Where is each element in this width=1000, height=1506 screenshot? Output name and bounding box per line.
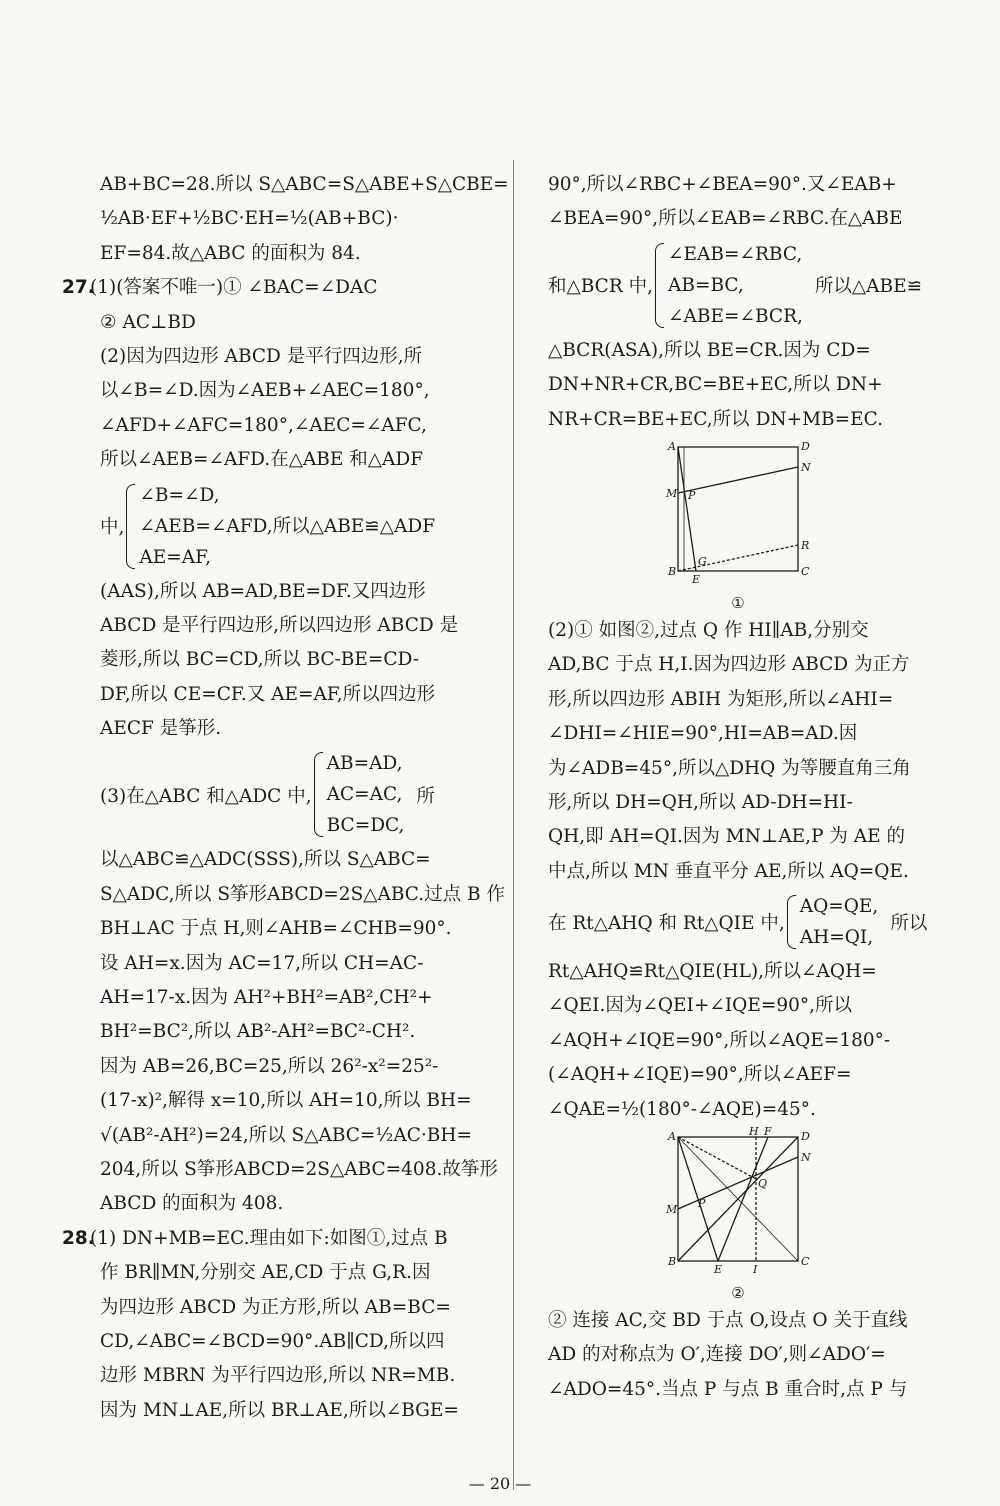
figure-1-diagram <box>648 437 828 587</box>
figure-caption: ① <box>731 593 745 612</box>
brace-row: ∠EAB=∠RBC, <box>668 243 803 265</box>
page-number: — 20 — <box>468 1474 532 1493</box>
label-p: P <box>688 488 696 502</box>
text-line: 设 AH=x.因为 AC=17,所以 CH=AC- <box>100 952 424 974</box>
brace-bracket <box>126 484 135 569</box>
text-line: ② AC⊥BD <box>100 311 196 333</box>
label-p: P <box>698 1197 706 1211</box>
text-line: ABCD 的面积为 408. <box>100 1193 284 1215</box>
figure-1 <box>648 437 828 614</box>
brace-row: ∠ABE=∠BCR, <box>668 305 803 327</box>
label-r: R <box>801 538 810 552</box>
brace-tail: 所以 <box>890 913 928 935</box>
text-line: Rt△AHQ≌Rt△QIE(HL),所以∠AQH= <box>548 961 877 983</box>
text-line: (∠AQH+∠IQE)=90°,所以∠AEF= <box>548 1064 852 1086</box>
brace-row: ∠AEB=∠AFD,所以△ABE≌△ADF <box>139 515 436 537</box>
label-m: M <box>666 1203 678 1217</box>
text-line: QH,即 AH=QI.因为 MN⊥AE,P 为 AE 的 <box>548 826 906 848</box>
text-line: BH⊥AC 于点 H,则∠AHB=∠CHB=90°. <box>100 918 452 940</box>
label-n: N <box>801 460 811 474</box>
label-c: C <box>801 564 810 578</box>
text-line: √(AB²-AH²)=24,所以 S△ABC=½AC·BH= <box>100 1124 472 1146</box>
label-n: N <box>801 1151 811 1165</box>
text-line: AD,BC 于点 H,I.因为四边形 ABCD 为正方 <box>548 654 910 676</box>
brace-row: AQ=QE, <box>799 896 879 918</box>
segment-mn <box>678 1157 798 1209</box>
text-line: NR+CR=BE+EC,所以 DN+MB=EC. <box>548 408 884 430</box>
brace-row: AB=AD, <box>326 753 403 775</box>
segment-ef <box>718 1137 768 1261</box>
square-abcd <box>678 447 798 571</box>
text-line: DN+NR+CR,BC=BE+EC,所以 DN+ <box>548 374 883 396</box>
text-line: (1) DN+MB=EC.理由如下:如图①,过点 B <box>90 1227 448 1249</box>
brace-row: AB=BC, <box>668 274 744 296</box>
text-line: ½AB·EF+½BC·EH=½(AB+BC)· <box>100 208 399 230</box>
text-line: △BCR(ASA),所以 BE=CR.因为 CD= <box>548 339 871 361</box>
figure-caption: ② <box>731 1284 745 1303</box>
text-line: AD 的对称点为 O′,连接 DO′,则∠ADO′= <box>548 1344 886 1366</box>
brace-lead: 中, <box>100 517 125 539</box>
brace-lead: 和△BCR 中, <box>548 276 654 298</box>
text-line: 边形 MBRN 为平行四边形,所以 NR=MB. <box>100 1365 456 1387</box>
brace-row: AH=QI, <box>799 927 874 949</box>
text-line: 90°,所以∠RBC+∠BEA=90°.又∠EAB+ <box>548 174 897 195</box>
text-line: 中点,所以 MN 垂直平分 AE,所以 AQ=QE. <box>548 860 909 882</box>
text-line: CD,∠ABC=∠BCD=90°.AB∥CD,所以四 <box>100 1330 445 1352</box>
label-m: M <box>666 486 678 500</box>
text-line: ∠AQH+∠IQE=90°,所以∠AQE=180°- <box>548 1029 891 1051</box>
text-line: 为∠ADB=45°,所以△DHQ 为等腰直角三角 <box>548 757 911 779</box>
brace-bracket <box>314 752 323 837</box>
question-number: 28. <box>62 1227 95 1249</box>
label-q: Q <box>758 1177 768 1191</box>
q27-line <box>62 271 485 305</box>
brace-lead: 在 Rt△AHQ 和 Rt△QIE 中, <box>548 913 785 935</box>
label-i: I <box>753 1263 758 1277</box>
text-line: DF,所以 CE=CF.又 AE=AF,所以四边形 <box>100 683 436 705</box>
text-line: ∠DHI=∠HIE=90°,HI=AB=AD.因 <box>548 723 858 745</box>
equation-system <box>548 891 928 953</box>
brace-row: ∠B=∠D, <box>139 484 220 506</box>
label-f: F <box>764 1125 772 1139</box>
text-line: (AAS),所以 AB=AD,BE=DF.又四边形 <box>100 580 426 602</box>
left-column <box>62 168 509 1428</box>
text-line: 以△ABC≌△ADC(SSS),所以 S△ABC= <box>100 849 431 871</box>
brace-row: AE=AF, <box>139 546 211 568</box>
brace-bracket <box>655 243 664 328</box>
label-h: H <box>749 1125 759 1139</box>
text-line: EF=84.故△ABC 的面积为 84. <box>100 242 361 264</box>
brace-lead: (3)在△ABC 和△ADC 中, <box>100 785 312 807</box>
text-line: AECF 是筝形. <box>100 718 222 740</box>
figure-2-diagram <box>648 1127 828 1277</box>
equation-system <box>100 748 485 841</box>
text-line: ∠QAE=½(180°-∠AQE)=45°. <box>548 1098 816 1120</box>
text-line: 形,所以 DH=QH,所以 AD-DH=HI- <box>548 791 853 813</box>
text-line: S△ADC,所以 S筝形ABCD=2S△ABC.过点 B 作 <box>100 883 506 905</box>
label-g: G <box>698 554 707 568</box>
segment-ae <box>678 447 696 571</box>
text-line: ∠QEI.因为∠QEI+∠IQE=90°,所以 <box>548 995 852 1017</box>
text-line: ABCD 是平行四边形,所以四边形 ABCD 是 <box>100 614 459 636</box>
label-d: D <box>801 1130 810 1144</box>
label-a: A <box>668 439 676 453</box>
text-line: (17-x)²,解得 x=10,所以 AH=10,所以 BH= <box>100 1090 472 1112</box>
text-line: (1)(答案不唯一)① ∠BAC=∠DAC <box>90 277 378 299</box>
question-number: 27. <box>62 277 95 299</box>
brace-bracket <box>787 895 796 949</box>
text-line: 以∠B=∠D.因为∠AEB+∠AEC=180°, <box>100 380 430 402</box>
text-line: 菱形,所以 BC=CD,所以 BC-BE=CD- <box>100 649 419 671</box>
column-divider <box>513 160 514 1490</box>
q28-line <box>62 1222 485 1256</box>
text-line: AB+BC=28.所以 S△ABC=S△ABE+S△CBE= <box>100 174 509 195</box>
label-a: A <box>668 1130 676 1144</box>
equation-system <box>100 480 485 573</box>
text-line: (2)① 如图②,过点 Q 作 HI∥AB,分别交 <box>548 619 869 641</box>
label-c: C <box>801 1255 810 1269</box>
text-line: 因为 MN⊥AE,所以 BR⊥AE,所以∠BGE= <box>100 1399 459 1421</box>
brace-row: AC=AC, <box>326 784 403 806</box>
brace-row: BC=DC, <box>326 815 405 837</box>
figure-2 <box>648 1127 828 1304</box>
text-line: ∠ADO=45°.当点 P 与点 B 重合时,点 P 与 <box>548 1378 908 1400</box>
text-line: ∠BEA=90°,所以∠EAB=∠RBC.在△ABE <box>548 208 903 230</box>
label-b: B <box>668 1255 677 1269</box>
text-line: 作 BR∥MN,分别交 AE,CD 于点 G,R.因 <box>100 1262 431 1284</box>
text-line: (2)因为四边形 ABCD 是平行四边形,所 <box>100 345 423 367</box>
equation-system <box>548 239 928 332</box>
text-line: 因为 AB=26,BC=25,所以 26²-x²=25²- <box>100 1055 439 1077</box>
brace-tail: 所以△ABE≌ <box>814 276 923 298</box>
text-line: ② 连接 AC,交 BD 于点 O,设点 O 关于直线 <box>548 1310 908 1332</box>
right-column <box>548 168 928 1407</box>
label-e: E <box>714 1263 723 1277</box>
text-line: 204,所以 S筝形ABCD=2S△ABC=408.故筝形 <box>100 1158 498 1180</box>
segment-mn <box>678 467 798 493</box>
label-d: D <box>801 439 810 453</box>
label-e: E <box>692 572 701 586</box>
label-b: B <box>668 564 677 578</box>
text-line: BH²=BC²,所以 AB²-AH²=BC²-CH². <box>100 1021 416 1043</box>
text-line: 所以∠AEB=∠AFD.在△ABE 和△ADF <box>100 449 424 471</box>
text-line: ∠AFD+∠AFC=180°,∠AEC=∠AFC, <box>100 414 427 436</box>
text-line: 为四边形 ABCD 为正方形,所以 AB=BC= <box>100 1296 451 1318</box>
text-line: 形,所以四边形 ABIH 为矩形,所以∠AHI= <box>548 688 894 710</box>
text-line: AH=17-x.因为 AH²+BH²=AB²,CH²+ <box>100 987 433 1009</box>
brace-tail: 所 <box>416 785 435 807</box>
